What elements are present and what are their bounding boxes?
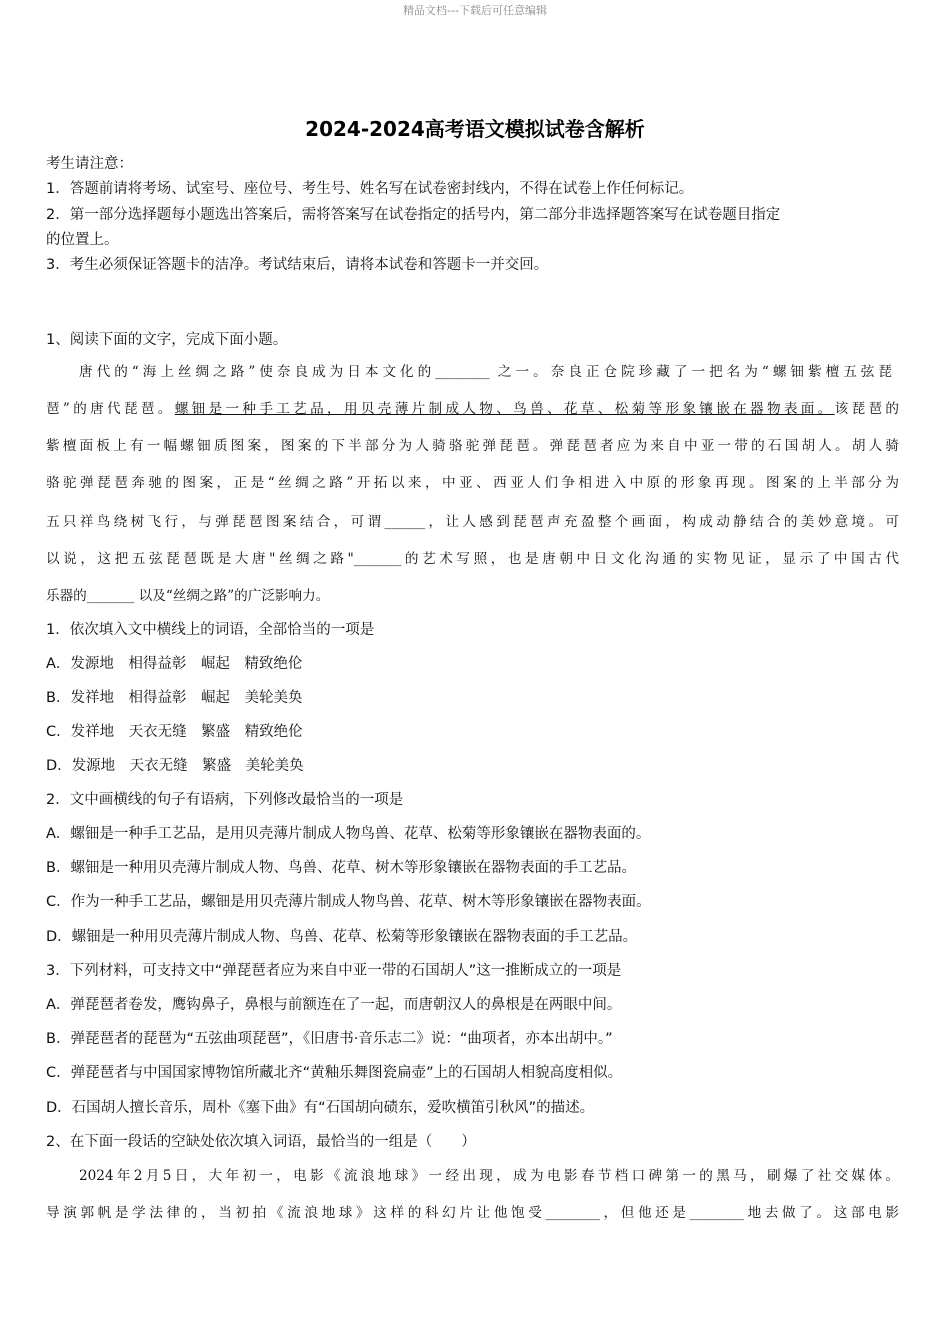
passage2-line-1: 2024年2月5日，大年初一，电影《流浪地球》一经出现，成为电影春节档口碑第一的黑马，刷爆了社交媒体。: [79, 1168, 899, 1184]
section2-intro: 2、在下面一段话的空缺处依次填入词语，最恰当的一组是（ ）: [46, 1134, 476, 1150]
passage1-line-2-post: 该琵琶的: [834, 401, 900, 417]
notice-item-2-cont: 的位置上。: [46, 232, 119, 248]
q2-option-a: A．螺钿是一种手工艺品，是用贝壳薄片制成人物鸟兽、花草、松菊等形象镶嵌在器物表面的。: [46, 826, 651, 842]
passage2-line-2: 导演郭帆是学法律的，当初拍《流浪地球》这样的科幻片让他饱受________，但他还是________地去做了。这部电影: [46, 1205, 899, 1221]
header-watermark: 精品文档---下载后可任意编辑: [403, 4, 547, 17]
passage1-line-3: 紫檀面板上有一幅螺钿质图案，图案的下半部分为人骑骆驼弹琵琶。弹琵琶者应为来自中亚一带的石国胡人。胡人骑: [46, 438, 899, 454]
q2-option-c: C．作为一种手工艺品，螺钿是用贝壳薄片制成人物鸟兽、花草、树木等形象镶嵌在器物表面。: [46, 894, 651, 910]
q2-stem: 2．文中画横线的句子有语病，下列修改最恰当的一项是: [46, 792, 404, 808]
notice-item-2: 2．第一部分选择题每小题选出答案后，需将答案写在试卷指定的括号内，第二部分非选择题答案写在试卷题目指定: [46, 207, 781, 223]
q3-option-d: D．石国胡人擅长音乐，周朴《塞下曲》有“石国胡向碛东，爱吹横笛引秋风”的描述。: [46, 1100, 595, 1116]
notice-item-1: 1．答题前请将考场、试室号、座位号、考生号、姓名写在试卷密封线内，不得在试卷上作任何标记。: [46, 181, 694, 197]
notice-item-3: 3．考生必须保证答题卡的洁净。考试结束后，请将本试卷和答题卡一并交回。: [46, 257, 549, 273]
q2-option-b: B．螺钿是一种用贝壳薄片制成人物、鸟兽、花草、树木等形象镶嵌在器物表面的手工艺品。: [46, 860, 636, 876]
notice-heading: 考生请注意：: [46, 156, 133, 172]
q1-stem: 1．依次填入文中横线上的词语，全部恰当的一项是: [46, 622, 375, 638]
passage1-line-5: 五只祥鸟绕树飞行，与弹琵琶图案结合，可谓______，让人感到琵琶声充盈整个画面，构成动静结合的美妙意境。可: [46, 514, 899, 530]
passage1-line-1: 唐代的“海上丝绸之路”使奈良成为日本文化的________ 之一。奈良正仓院珍藏了一把名为“螺钿紫檀五弦琵: [79, 364, 892, 380]
q1-option-d: D．发源地 天衣无缝 繁盛 美轮美奂: [46, 758, 304, 774]
passage1-line-2: [46, 397, 899, 417]
q1-option-c: C．发祥地 天衣无缝 繁盛 精致绝伦: [46, 724, 303, 740]
passage1-line-7: 乐器的_______ 以及“丝绸之路”的广泛影响力。: [46, 588, 330, 604]
q3-stem: 3．下列材料，可支持文中“弹琵琶者应为来自中亚一带的石国胡人”这一推断成立的一项是: [46, 963, 622, 979]
q1-option-a: A．发源地 相得益彰 崛起 精致绝伦: [46, 656, 303, 672]
passage1-line-4: 骆驼弹琵琶奔驰的图案，正是“丝绸之路”开拓以来，中亚、西亚人们争相进入中原的形象再现。图案的上半部分为: [46, 475, 899, 491]
q3-option-b: B．弹琵琶者的琵琶为“五弦曲项琵琶”，《旧唐书·音乐志二》说：“曲项者，亦本出胡中。”: [46, 1031, 613, 1047]
q1-option-b: B．发祥地 相得益彰 崛起 美轮美奂: [46, 690, 303, 706]
q2-option-d: D．螺钿是一种用贝壳薄片制成人物、鸟兽、花草、松菊等形象镶嵌在器物表面的手工艺品。: [46, 929, 638, 945]
page-title: 2024-2024高考语文模拟试卷含解析: [305, 117, 645, 141]
q3-option-a: A．弹琵琶者卷发，鹰钩鼻子，鼻根与前额连在了一起，而唐朝汉人的鼻根是在两眼中间。: [46, 997, 622, 1013]
passage1-line-6: 以说，这把五弦琵琶既是大唐"丝绸之路"_______的艺术写照，也是唐朝中日文化沟通的实物见证，显示了中国古代: [46, 551, 899, 567]
section1-intro: 1、阅读下面的文字，完成下面小题。: [46, 332, 288, 348]
q3-option-c: C．弹琵琶者与中国国家博物馆所藏北齐“黄釉乐舞图瓷扁壶”上的石国胡人相貌高度相似。: [46, 1065, 623, 1081]
underlined-sentence: 螺钿是一种手工艺品，用贝壳薄片制成人物、鸟兽、花草、松菊等形象镶嵌在器物表面。: [174, 401, 835, 417]
passage1-line-2-pre: 琶”的唐代琵琶。: [46, 401, 175, 417]
